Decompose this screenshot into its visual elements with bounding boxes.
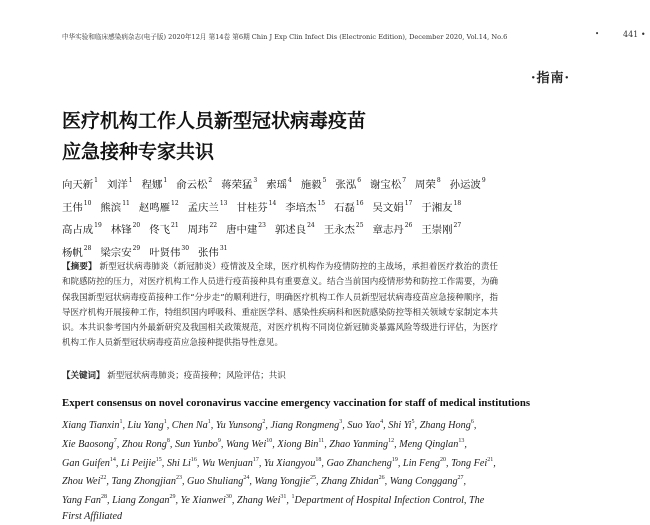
abstract-text: 新型冠状病毒肺炎（新冠肺炎）疫情波及全球，医疗机构作为疫情防控的主战场，承担着医疗救治的责任和院感防控的压力，对医疗机构工作人员进行疫苗接种具有重要意义。结合当前国内疫情形势和防控工作需要，为确保我国新型冠状病毒疫苗接种工作“分步走”的顺利进行，明确医疗机构工作人员新型冠状病毒疫苗应急接种顺序，指导医疗机构开展接种工作，特组织国内呼吸科、重症医学科、感染性疾病科和医院感染防控等相关领域专家制定本共识。本共识参考国内外最新研究及我国相关政策规范，对医疗机构不同岗位新冠肺炎暴露风险等级进行评估，为医疗机构工作人员新型冠状病毒疫苗应急接种提供指导性意见。	[62, 262, 498, 349]
author-name: 程娜$^1$	[141, 177, 168, 191]
author-name: 章志丹$^{26}$	[372, 222, 413, 236]
english-author-name: Liu Yang$^1$	[127, 419, 167, 431]
author-name: 吴文娟$^{17}$	[372, 199, 413, 214]
keywords-text: 新型冠状病毒肺炎；疫苗接种；风险评估；共识	[107, 371, 286, 381]
author-name: 张泓$^6$	[335, 177, 362, 191]
author-name: 王伟$^{10}$	[62, 199, 92, 214]
english-author-name: Zhou Rong$^8$	[121, 437, 170, 450]
english-author-name: Liang Zongan$^{29}$	[112, 494, 176, 507]
author-list	[62, 172, 502, 262]
author-name: 于湘友$^{18}$	[421, 199, 462, 214]
abstract-label: 【摘要】	[62, 262, 97, 272]
english-author-name: Chen Na$^1$	[171, 419, 211, 431]
author-name: 熊滨$^{11}$	[100, 199, 130, 214]
author-name: 王崇刚$^{27}$	[421, 222, 462, 236]
author-name: 向天新$^1$	[62, 177, 98, 191]
author-name: 高占成$^{19}$	[62, 222, 102, 236]
english-author-name: Zhang Wei$^{31}$	[236, 494, 287, 507]
author-name: 石磊$^{16}$	[334, 199, 364, 214]
author-name: 郭述良$^{24}$	[274, 222, 315, 236]
header-bullet: •	[595, 30, 600, 38]
english-author-name: Shi Yi$^5$	[388, 419, 415, 431]
author-name: 赵鸣雁$^{12}$	[138, 199, 179, 214]
author-name: 杨帆$^{28}$	[62, 244, 92, 259]
english-author-name: Meng Qinglan$^{13}$	[399, 437, 465, 450]
affiliation-text: $^1$Department of Hospital Infection Control, The First Affiliated	[62, 494, 485, 522]
english-author-name: Lin Feng$^{20}$	[402, 456, 446, 469]
author-name: 蒋荣猛$^3$	[221, 177, 258, 191]
english-author-name: Zhang Hong$^6$	[419, 419, 474, 431]
author-name: 俞云松$^2$	[176, 177, 213, 191]
author-name: 刘洋$^1$	[107, 177, 133, 191]
author-name: 叶贤伟$^{30}$	[149, 244, 190, 259]
english-author-name: Wang Conggang$^{27}$	[389, 475, 464, 488]
article-title	[62, 106, 482, 168]
english-author-name: Tang Zhongjian$^{23}$	[111, 475, 182, 488]
english-author-name: Li Peijie$^{15}$	[120, 456, 162, 469]
english-author-name: Xiong Bin$^{11}$	[277, 437, 325, 450]
english-author-list: Xiang Tianxin$^1$, Liu Yang$^1$, Chen Na$^1$, Yu Yunsong$^2$, Jiang Rongmeng$^3$, Suo Yao$^4$, Shi Yi$^5$, Zhang Hong$^6$, Xie Baosong$^7$, Zhou Rong$^8$, Sun Yunbo$^9$, Wang Wei$^{10}$, Xiong Bin$^{11}$, Zhao Yanming$^{12}$, Meng Qinglan$^{13}$, Gan Guifen$^{14}$, Li Peijie$^{15}$, Shi Li$^{16}$, Wu Wenjuan$^{17}$, Yu Xiangyou$^{18}$, Gao Zhancheng$^{19}$, Lin Feng$^{20}$, Tong Fei$^{21}$, Zhou Wei$^{22}$, Tang Zhongjian$^{23}$, Guo Shuliang$^{24}$, Wang Yongjie$^{25}$, Zhang Zhidan$^{26}$, Wang Conggang$^{27}$, Yang Fan$^{28}$, Liang Zongan$^{29}$, Ye Xianwei$^{30}$, Zhang Wei$^{31}$, $^1$Department of Hospital Infection Control, The First Affiliated	[62, 419, 496, 522]
english-author-name: Gao Zhancheng$^{19}$	[326, 456, 398, 469]
author-name: 林锋$^{20}$	[110, 222, 141, 236]
english-author-name: Ye Xianwei$^{30}$	[180, 494, 232, 507]
keywords	[62, 369, 286, 381]
abstract	[62, 260, 498, 352]
section-label: ·指南·	[531, 71, 571, 86]
author-name: 孟庆兰$^{13}$	[187, 199, 228, 214]
english-author-name: Zhang Zhidan$^{26}$	[321, 475, 385, 488]
author-name: 甘桂芬$^{14}$	[236, 199, 277, 214]
english-author-name: Xie Baosong$^7$	[62, 437, 117, 450]
page-number: 441 •	[623, 30, 646, 39]
english-author-name: Yu Xiangyou$^{18}$	[263, 456, 322, 469]
title-line-1: 医疗机构工作人员新型冠状病毒疫苗	[62, 110, 367, 132]
author-name: 孙运波$^9$	[449, 177, 486, 191]
title-line-2: 应急接种专家共识	[62, 141, 215, 163]
english-author-name: Guo Shuliang$^{24}$	[187, 475, 250, 488]
english-author-name: Shi Li$^{16}$	[166, 456, 197, 469]
english-author-name: Wang Yongjie$^{25}$	[254, 475, 317, 488]
english-author-name: Wu Wenjuan$^{17}$	[201, 456, 259, 469]
english-title: Expert consensus on novel coronavirus vaccine emergency vaccination for staff of medical institutions	[62, 397, 531, 409]
author-name: 周荣$^8$	[415, 177, 441, 191]
author-name: 李培杰$^{15}$	[285, 199, 326, 214]
english-author-name: Xiang Tianxin$^1$	[62, 419, 123, 431]
keywords-label: 【关键词】	[62, 371, 105, 381]
english-author-name: Zhao Yanming$^{12}$	[329, 437, 395, 450]
author-name: 唐中建$^{23}$	[226, 222, 266, 236]
english-author-name: Jiang Rongmeng$^3$	[270, 419, 343, 431]
author-name: 梁宗安$^{29}$	[100, 244, 141, 259]
author-name: 谢宝松$^7$	[370, 177, 407, 191]
english-author-name: Wang Wei$^{10}$	[226, 437, 273, 450]
english-author-name: Suo Yao$^4$	[347, 419, 384, 431]
english-author-name: Tong Fei$^{21}$	[451, 456, 494, 469]
english-author-name: Sun Yunbo$^9$	[174, 437, 221, 450]
journal-citation: 中华实验和临床感染病杂志(电子版) 2020年12月 第14卷 第6期 Chin J Exp Clin Infect Dis (Electronic Edition), December 2020, Vol.14, No.6	[62, 33, 508, 41]
english-author-name: Yu Yunsong$^2$	[215, 419, 266, 431]
author-name: 王永杰$^{25}$	[323, 222, 364, 236]
english-author-name: Yang Fan$^{28}$	[62, 494, 107, 507]
english-author-name: Zhou Wei$^{22}$	[62, 475, 107, 488]
author-name: 张伟$^{31}$	[198, 244, 228, 259]
english-author-name: Gan Guifen$^{14}$	[62, 456, 116, 469]
author-name: 施毅$^5$	[300, 177, 327, 191]
author-name: 佟飞$^{21}$	[149, 222, 179, 236]
author-name: 索瑶$^4$	[266, 177, 292, 191]
author-name: 周玮$^{22}$	[187, 222, 218, 236]
